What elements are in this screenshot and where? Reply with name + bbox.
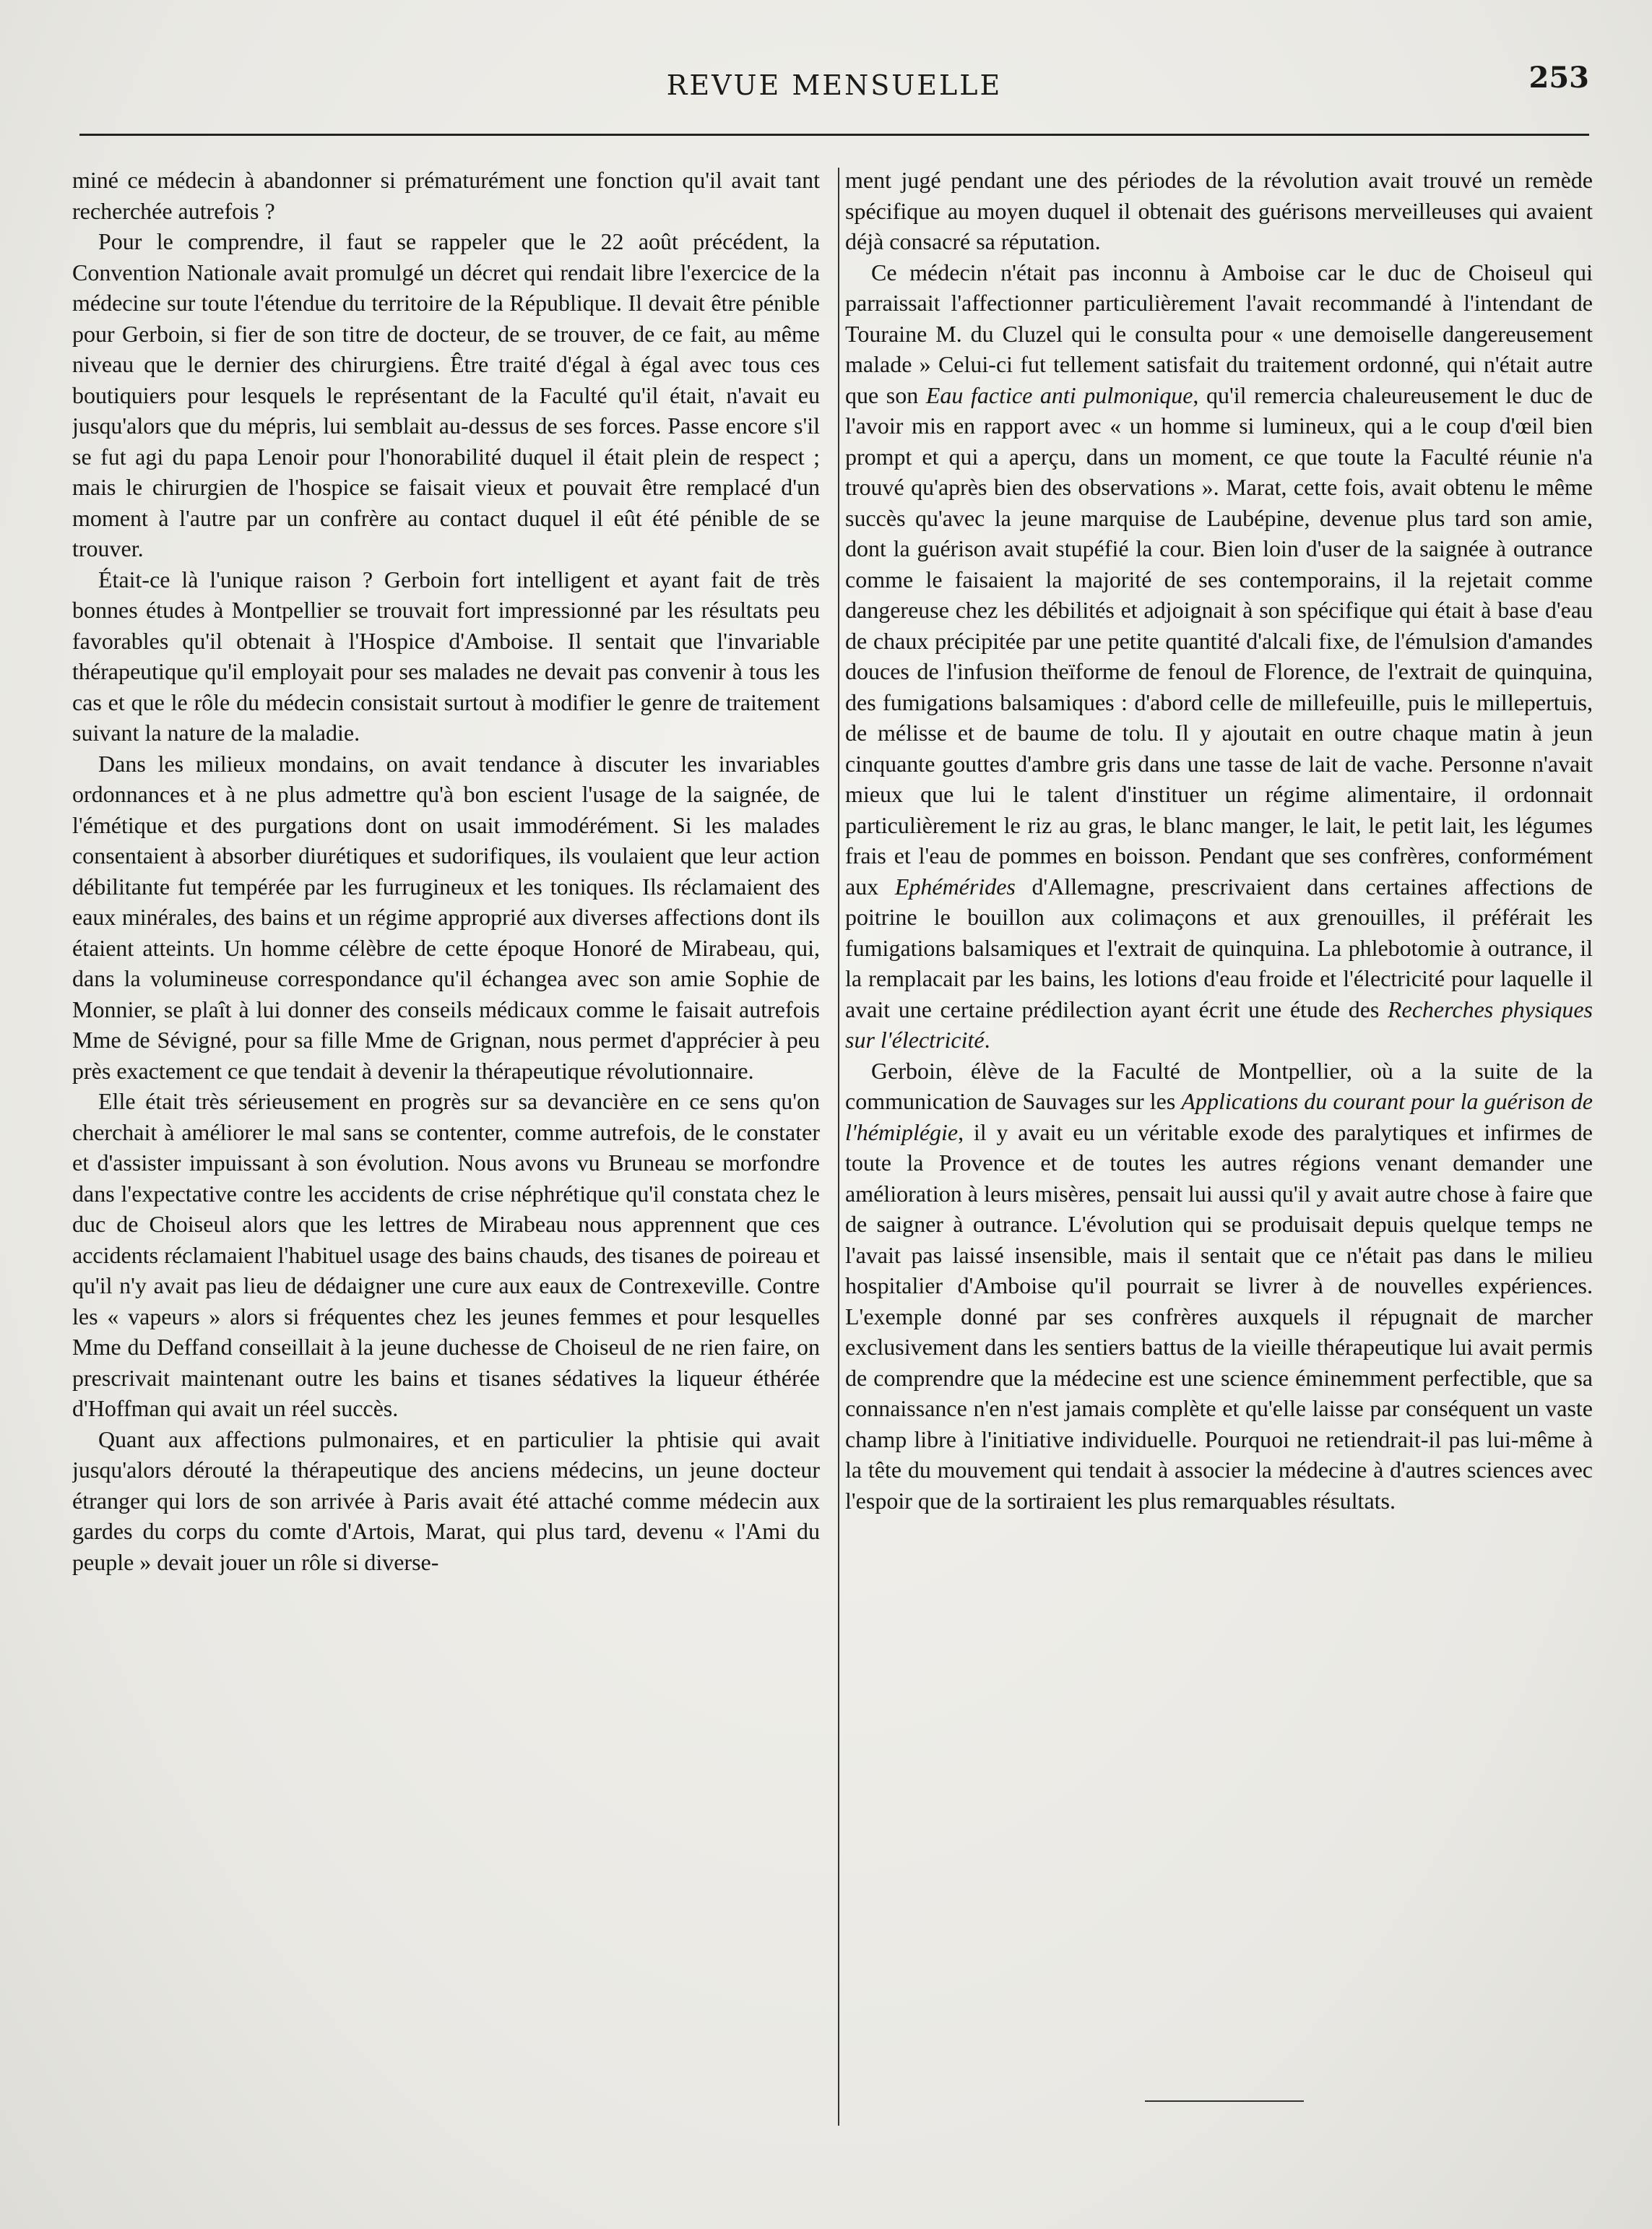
text-run: d'Allemagne, prescrivaient dans certaines affections de poitrine le bouillon aux colimaçons et aux grenouilles, il préférait les fumigations balsamiques et l'extrait de quinquina. La phlebotomie à outrance, il la remplacait par les bains, les lotions d'eau froide et l'électricité pour laquelle il avait une certaine prédilection ayant écrit une étude des bbox=[845, 873, 1593, 1022]
page-header bbox=[79, 59, 1589, 110]
paragraph: Dans les milieux mondains, on avait tendance à discuter les invariables ordonnances et à ne plus admettre qu'à bon escient l'usage de la saignée, de l'émétique et des purgations dont on usait immodérément. Si les malades consentaient à absorber diurétiques et sudorifiques, ils voulaient que leur action débilitante fut tempérée par les furrugineux et les toniques. Ils réclamaient des eaux minérales, des bains et un régime approprié aux diverses affections dont ils étaient atteints. Un homme célèbre de cette époque Honoré de Mirabeau, qui, dans la volumineuse correspondance qu'il échangea avec son amie Sophie de Monnier, se plaît à lui donner des conseils médicaux comme le faisait autrefois Mme de Sévigné, pour sa fille Mme de Grignan, nous permet d'apprécier à peu près exactement ce que tendait à devenir la thérapeutique révolutionnaire. bbox=[72, 750, 820, 1084]
text-run: , qu'il remercia chaleureusement le duc de l'avoir mis en rapport avec « un homme si lumineux, qui a le coup d'œil bien prompt et qui a aperçu, dans un moment, ce que toute la Faculté réunie n'a trouvé qu'après bien des observations ». Marat, cette fois, avait obtenu le même succès qu'avec la jeune marquise de Laubépine, devenue plus tard son amie, dont la guérison avait stupéfié la cour. Bien loin d'user de la saignée à outrance comme le faisaient la majorité de ses contemporains, il la rejetait comme dangereuse chez les débilités et adjoignait à son spécifique qui était à base d'eau de chaux précipitée par une petite quantité d'alcali fixe, de l'émulsion d'amandes douces de l'infusion theïforme de fenoul de Florence, de l'extrait de quinquina, des fumigations balsamiques : d'abord celle de millefeuille, puis le millepertuis, de mélisse et de baume de tolu. Il y ajoutait en outre chaque matin à jeun cinquante gouttes d'ambre gris dans une tasse de lait de vache. Personne n'avait mieux que lui le talent d'instituer un régime alimentaire, il ordonnait particulièrement le riz au gras, le blanc manger, le lait, le petit lait, les légumes frais et l'eau de pommes en boisson. Pendant que ses confrères, conformément aux bbox=[845, 381, 1593, 900]
italic-title: Ephémérides bbox=[894, 873, 1016, 900]
paragraph: Pour le comprendre, il faut se rappeler que le 22 août précédent, la Convention Nationale avait promulgé un décret qui rendait libre l'exercice de la médecine sur toute l'étendue du territoire de la République. Il devait être pénible pour Gerboin, si fier de son titre de docteur, de se trouver, de ce fait, au même niveau que le dernier des chirurgiens. Être traité d'égal à égal avec tous ces boutiquiers pour lesquels le représentant de la Faculté qu'il était, n'avait eu jusqu'alors que du mépris, lui semblait au-dessus de ses forces. Passe encore s'il se fut agi du papa Lenoir pour l'honorabilité duquel il était plein de respect ; mais le chirurgien de l'hospice se faisait vieux et pouvait être remplacé d'un moment à l'autre par un confrère au contact duquel il eût été pénible de se trouver. bbox=[72, 228, 820, 561]
paragraph: Elle était très sérieusement en progrès sur sa devancière en ce sens qu'on cherchait à améliorer le mal sans se contenter, comme autrefois, de le constater et d'assister impuissant à son évolution. Nous avons vu Bruneau se morfondre dans l'expectative contre les accidents de crise néphrétique qu'il constata chez le duc de Choiseul alors que les lettres de Mirabeau nous apprennent que ces accidents réclamaient l'habituel usage des bains chauds, des tisanes de poireau et qu'il n'y avait pas lieu de dédaigner une cure aux eaux de Contrexeville. Contre les « vapeurs » alors si fréquentes chez les jeunes femmes et pour lesquelles Mme du Deffand conseillait à la jeune duchesse de Choiseul de ne rien faire, on prescrivait maintenant outre les bains et tisanes sédatives la liqueur éthérée d'Hoffman qui avait un réel succès. bbox=[72, 1088, 820, 1421]
left-column bbox=[72, 165, 820, 1577]
text-run: Gerboin, élève de la Faculté de Montpellier, où a la suite de la communication de Sauvages sur les bbox=[845, 1057, 1593, 1114]
paragraph bbox=[845, 257, 1593, 1056]
text-run: . bbox=[984, 1027, 990, 1053]
text-run: Ce médecin n'était pas inconnu à Amboise car le duc de Choiseul qui parraissait l'affectionner particulièrement l'avait recommandé à l'intendant de Touraine M. du Cluzel qui le consulta pour « une demoiselle dangereusement malade » Celui-ci fut tellement satisfait du traitement ordonné, qui n'était autre que son bbox=[845, 259, 1593, 408]
paragraph: Quant aux affections pulmonaires, et en particulier la phtisie qui avait jusqu'alors dérouté la thérapeutique des anciens médecins, un jeune docteur étranger qui lors de son arrivée à Paris avait été attaché comme médecin aux gardes du corps du comte d'Artois, Marat, qui plus tard, devenu « l'Ami du peuple » devait jouer un rôle si diverse- bbox=[72, 1426, 820, 1575]
italic-title: Eau factice anti pulmonique bbox=[925, 381, 1193, 408]
italic-title: Recherches physiques sur l'électricité bbox=[845, 996, 1593, 1053]
running-title: REVUE MENSUELLE bbox=[666, 69, 1003, 101]
paragraph bbox=[845, 1056, 1593, 1517]
paragraph: miné ce médecin à abandonner si prématurément une fonction qu'il avait tant recherchée autrefois ? bbox=[72, 167, 820, 224]
right-column bbox=[845, 165, 1593, 1516]
header-rule bbox=[79, 134, 1589, 136]
end-rule bbox=[1145, 2100, 1304, 2102]
column-rule bbox=[838, 168, 839, 2126]
paragraph: Était-ce là l'unique raison ? Gerboin fort intelligent et ayant fait de très bonnes études à Montpellier se trouvait fort impressionné par les résultats peu favorables qu'il obtenait à l'Hospice d'Amboise. Il sentait que l'invariable thérapeutique qu'il employait pour ses malades ne devait pas convenir à tous les cas et que le rôle du médecin consistait surtout à modifier le genre de traitement suivant la nature de la maladie. bbox=[72, 566, 820, 746]
text-run: , il y avait eu un véritable exode des paralytiques et infirmes de toute la Provence et de toutes les autres régions venant demander une amélioration à leurs misères, pensait lui aussi qu'il y avait autre chose à faire que de saigner à outrance. L'évolution qui se produisait depuis quelque temps ne l'avait pas laissé insensible, mais il sentait que ce n'était pas dans le milieu hospitalier d'Amboise qu'il pourrait se livrer à de nouvelles expériences. L'exemple donné par ses confrères auxquels il répugnait de marcher exclusivement dans les sentiers battus de la vieille thérapeutique lui avait permis de comprendre que la médecine est une science éminemment perfectible, que sa connaissance n'en n'est jamais complète et qu'elle laisse par conséquent un vaste champ libre à l'initiative individuelle. Pourquoi ne retiendrait-il pas lui-même à la tête du mouvement qui tendait à associer la médecine à d'autres sciences avec l'espoir que de la sortiraient les plus remarquables résultats. bbox=[845, 1118, 1593, 1514]
italic-title: Applications du courant pour la guérison de l'hémiplégie bbox=[845, 1088, 1593, 1145]
paragraph: ment jugé pendant une des périodes de la révolution avait trouvé un remède spécifique au moyen duquel il obtenait des guérisons merveilleuses qui avaient déjà consacré sa réputation. bbox=[845, 167, 1593, 254]
page-number: 253 bbox=[1528, 61, 1589, 95]
